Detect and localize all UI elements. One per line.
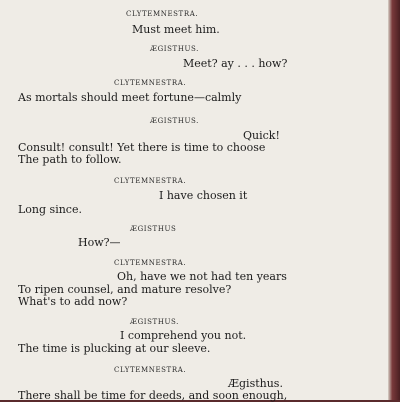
dialogue-line: The path to follow. (18, 153, 122, 166)
speaker-label: CLYTEMNESTRA. (114, 79, 187, 87)
speaker-label: ÆGISTHUS. (130, 318, 180, 326)
dialogue-line: Meet? ay . . . how? (183, 57, 288, 70)
dialogue-line: Oh, have we not had ten years (117, 270, 287, 283)
dialogue-line: Long since. (18, 203, 82, 216)
speaker-label: CLYTEMNESTRA. (114, 177, 187, 185)
dialogue-line: I comprehend you not. (120, 329, 247, 342)
dialogue-line: How?— (78, 236, 121, 249)
speaker-label: CLYTEMNESTRA. (114, 366, 187, 374)
dialogue-line: To ripen counsel, and mature resolve? (18, 283, 232, 296)
dialogue-line: There shall be time for deeds, and soon enough, (18, 389, 288, 402)
speaker-label: CLYTEMNESTRA. (114, 259, 187, 267)
speaker-label: CLYTEMNESTRA. (126, 10, 199, 18)
dialogue-line: What's to add now? (18, 295, 128, 308)
dialogue-line: Quick! (243, 129, 280, 142)
speaker-label: ÆGISTHUS. (150, 117, 200, 125)
dialogue-line: The time is plucking at our sleeve. (18, 342, 211, 355)
speaker-label: ÆGISTHUS (130, 225, 177, 233)
dialogue-line: Ægisthus. (228, 377, 283, 390)
dialogue-line: I have chosen it (159, 189, 248, 202)
dialogue-line: Must meet him. (132, 23, 220, 36)
dialogue-line: Consult! consult! Yet there is time to choose (18, 141, 266, 154)
book-cover-edge (388, 0, 400, 400)
dialogue-line: As mortals should meet fortune—calmly (18, 91, 242, 104)
speaker-label: ÆGISTHUS. (150, 45, 200, 53)
